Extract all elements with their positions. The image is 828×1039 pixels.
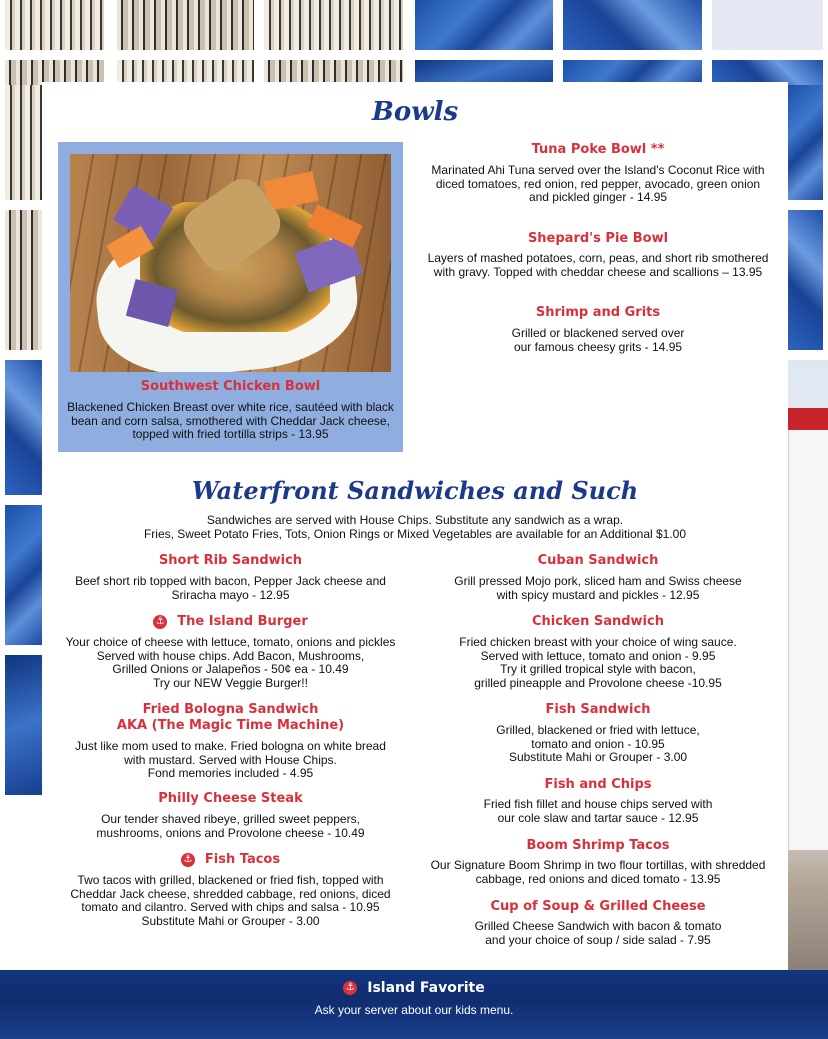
footer-legend-text: Island Favorite	[367, 980, 485, 996]
item-title: Boom Shrimp Tacos	[526, 838, 670, 853]
item-description: Just like mom used to make. Fried bologna on white bread with mustard. Served with House Chips. Fond memories included - 4.95	[75, 739, 386, 781]
item-title: Philly Cheese Steak	[158, 791, 303, 806]
item-description: Grilled, blackened or fried with lettuce, tomato and onion - 10.95 Substitute Mahi or Grouper - 3.00	[496, 723, 700, 765]
item-title: Shrimp and Grits	[535, 305, 661, 320]
southwest-chicken-bowl-photo	[70, 154, 391, 372]
footer-legend	[0, 980, 828, 996]
item-description: Layers of mashed potatoes, corn, peas, and short rib smothered with gravy. Topped with cheddar cheese and scallions – 13.95	[427, 251, 769, 279]
background-tile	[117, 0, 254, 50]
item-title: Fried Bologna Sandwich AKA (The Magic Time Machine)	[116, 702, 345, 733]
background-tile	[5, 210, 42, 350]
background-tile	[788, 85, 823, 200]
background-tile	[5, 655, 42, 795]
item-title: Cup of Soup & Grilled Cheese	[490, 899, 706, 914]
item-title: Short Rib Sandwich	[158, 553, 303, 568]
item-description: Fried chicken breast with your choice of wing sauce. Served with lettuce, tomato and onion - 9.95 Try it grilled tropical style with bacon, grilled pineapple and Provolone cheese -10.95	[459, 635, 737, 690]
item-description: Blackened Chicken Breast over white rice, sautéed with black bean and corn salsa, smothered with Cheddar Jack cheese, topped with fried tortilla strips - 13.95	[67, 400, 394, 442]
item-title-text: Fish Tacos	[204, 852, 281, 867]
item-description: Grill pressed Mojo pork, sliced ham and Swiss cheese with spicy mustard and pickles - 12.95	[454, 574, 742, 602]
background-tile	[264, 0, 403, 50]
item-title-text: The Island Burger	[177, 614, 308, 629]
item-title	[58, 852, 403, 867]
bowls-heading: Bowls	[371, 97, 459, 127]
lighthouse-photo	[788, 360, 828, 970]
item-title: Shepard's Pie Bowl	[527, 231, 669, 246]
footer-band	[0, 970, 828, 1039]
anchor-icon: ⚓	[153, 615, 167, 629]
background-tile	[5, 360, 42, 495]
lighthouse-lantern	[788, 408, 828, 430]
item-title: Tuna Poke Bowl **	[531, 142, 665, 157]
background-tile	[5, 85, 42, 200]
item-description: Our tender shaved ribeye, grilled sweet peppers, mushrooms, onions and Provolone cheese - 10.49	[96, 812, 365, 840]
anchor-icon: ⚓	[181, 853, 195, 867]
item-description: Marinated Ahi Tuna served over the Island's Coconut Rice with diced tomatoes, red onion, red pepper, avocado, green onion and pickled ginger - 14.95	[431, 163, 765, 205]
anchor-icon: ⚓	[343, 981, 357, 995]
item-title: Southwest Chicken Bowl	[140, 379, 321, 394]
background-tile	[415, 0, 553, 50]
item-title	[58, 614, 403, 629]
featured-item-card	[58, 142, 403, 452]
item-description: Two tacos with grilled, blackened or fried fish, topped with Cheddar Jack cheese, shredded cabbage, red onions, diced tomato and cilantro. Served with chips and salsa - 10.95 Substitute Mahi or Grouper - 3.00	[70, 873, 391, 928]
background-tile	[788, 210, 823, 350]
background-tile	[5, 0, 104, 50]
background-tile	[712, 0, 823, 50]
item-description: Grilled or blackened served over our famous cheesy grits - 14.95	[511, 326, 685, 354]
footer-note: Ask your server about our kids menu.	[314, 1003, 514, 1017]
sandwiches-intro: Sandwiches are served with House Chips. Substitute any sandwich as a wrap. Fries, Sweet Potato Fries, Tots, Onion Rings or Mixed Vegetables are available for an Additional $1.00	[143, 513, 687, 541]
item-title: Chicken Sandwich	[532, 614, 664, 629]
item-title: Cuban Sandwich	[537, 553, 659, 568]
lighthouse-tower	[788, 430, 828, 850]
item-description: Your choice of cheese with lettuce, tomato, onions and pickles Served with house chips. Add Bacon, Mushrooms, Grilled Onions or Jalapeños - 50¢ ea - 10.49 Try our NEW Veggie Burger!!	[65, 635, 396, 690]
item-title: Fish and Chips	[544, 777, 652, 792]
item-description: Grilled Cheese Sandwich with bacon & tomato and your choice of soup / side salad - 7.95	[474, 919, 722, 947]
background-tile	[563, 0, 702, 50]
item-description: Our Signature Boom Shrimp in two flour tortillas, with shredded cabbage, red onions and diced tomato - 13.95	[430, 858, 766, 886]
sandwiches-heading: Waterfront Sandwiches and Such	[191, 476, 639, 505]
item-title: Fish Sandwich	[545, 702, 651, 717]
item-description: Beef short rib topped with bacon, Pepper Jack cheese and Sriracha mayo - 12.95	[75, 574, 386, 602]
item-description: Fried fish fillet and house chips served with our cole slaw and tartar sauce - 12.95	[483, 797, 713, 825]
background-tile	[5, 505, 42, 645]
